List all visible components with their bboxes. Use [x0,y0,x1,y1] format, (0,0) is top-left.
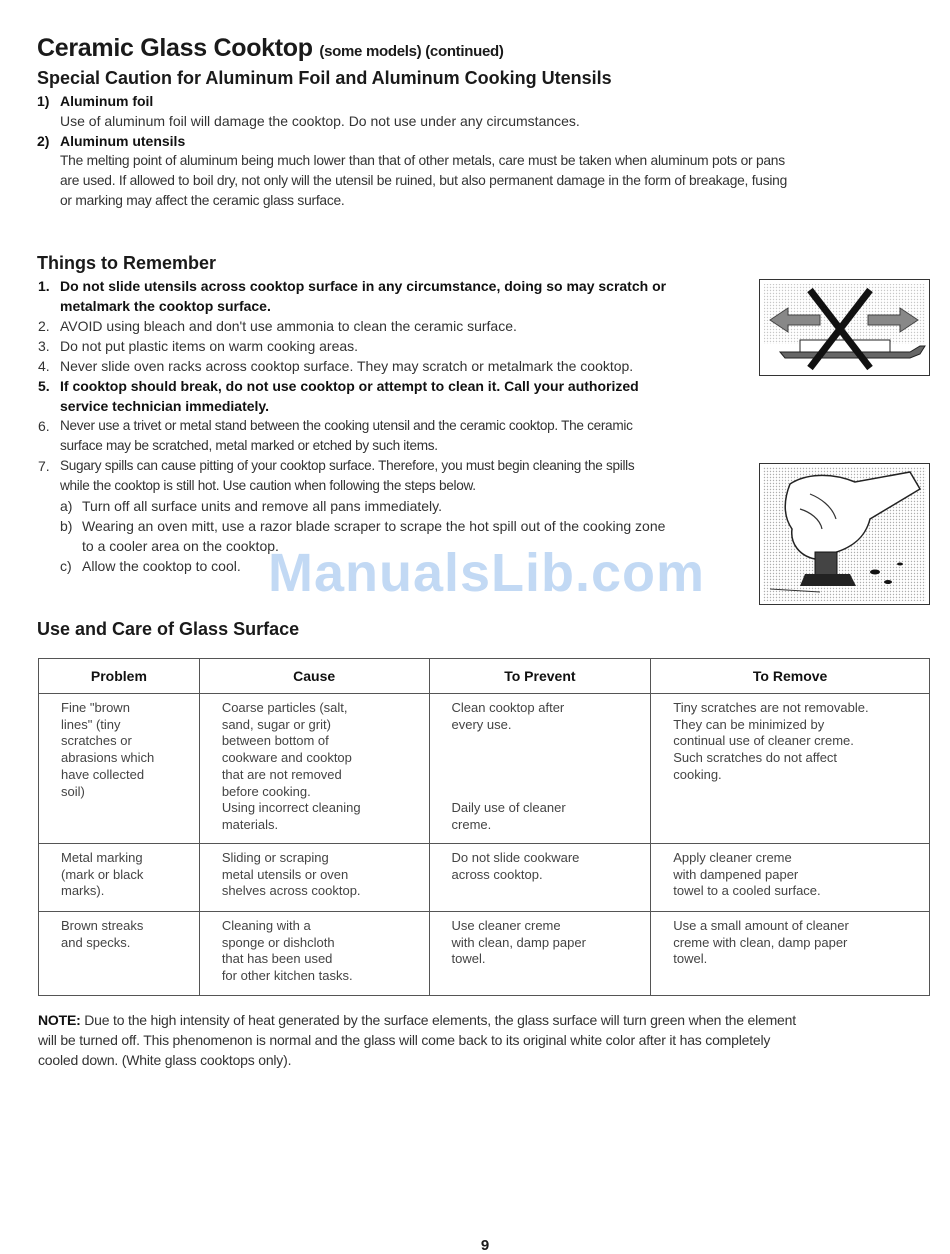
cell-line: Daily use of cleaner [451,800,566,816]
cell-line: (mark or black [61,866,144,882]
cell-line: Tiny scratches are not removable. [673,700,869,715]
no-sliding-icon [760,280,929,375]
item-text: service technician immediately. [60,398,270,414]
oven-mitt-scraper-illustration [759,463,930,605]
column-header: To Prevent [429,659,651,694]
cause-cell [199,844,429,912]
caution-item-2 [37,131,937,211]
problem-cell [39,694,200,844]
cause-cell [199,694,429,844]
page-number: 9 [480,1237,490,1254]
caution-item-text: are used. If allowed to boil dry, not only will the utensil be ruined, but also permanent damage in the form of breakage, fusing [60,173,788,188]
cell-line: metal utensils or oven [221,866,349,882]
cell-line: Fine "brown [61,700,130,715]
oven-mitt-icon [760,464,929,604]
cell-line: between bottom of [221,733,329,749]
note-paragraph [38,1010,933,1070]
page-title [37,34,504,63]
cell-line: Brown streaks [61,918,144,933]
caution-item-text: Use of aluminum foil will damage the cooktop. Do not use under any circumstances. [60,113,580,129]
column-header: Problem [39,659,200,694]
care-heading: Use and Care of Glass Surface [37,619,300,639]
caution-item-number: 1) [37,93,50,109]
cell-line: Coarse particles (salt, [221,700,348,715]
cell-line: soil) [61,783,85,799]
cell-line: Using incorrect cleaning [221,800,361,816]
no-sliding-pan-illustration [759,279,930,376]
cell-line: marks). [61,883,105,899]
cell-line: materials. [221,816,279,832]
column-header: Cause [199,659,429,694]
prevent-cell [429,844,651,912]
cell-line: and specks. [61,934,131,950]
table-row [39,844,930,912]
cell-line: Apply cleaner creme [673,850,792,865]
prevent-cell [429,694,651,844]
item-number: 3. [38,338,50,354]
caution-item-1 [37,91,937,131]
caution-item-text: or marking may affect the ceramic glass surface. [60,193,345,208]
item-number: 1. [38,278,50,294]
cell-line: that are not removed [221,766,342,782]
subitem-text: Turn off all surface units and remove all pans immediately. [82,498,443,514]
cell-line: creme. [451,816,492,832]
cell-line: Cleaning with a [221,918,311,933]
cell-line: Use cleaner creme [451,918,561,933]
cell-line: towel. [451,951,486,967]
subitem-text: Wearing an oven mitt, use a razor blade scraper to scrape the hot spill out of the cooking zone [82,518,666,534]
item-number: 6. [38,418,50,434]
table-row [39,912,930,996]
item-text: If cooktop should break, do not use cooktop or attempt to clean it. Call your authorized [60,378,639,394]
watermark: ManualsLib.com [268,543,706,603]
item-text: Sugary spills can cause pitting of your cooktop surface. Therefore, you must begin cleaning the spills [60,458,635,473]
item-text: Never slide oven racks across cooktop surface. They may scratch or metalmark the cooktop. [60,358,634,374]
caution-heading: Special Caution for Aluminum Foil and Aluminum Cooking Utensils [37,68,612,88]
item-number: 2. [38,318,50,334]
cell-line: with dampened paper [673,866,799,882]
table-header-row [39,659,930,694]
cause-cell [199,912,429,996]
cell-line: creme with clean, damp paper [673,934,848,950]
cell-line: lines" (tiny [61,716,121,732]
cell-line: Use a small amount of cleaner [673,918,849,933]
remove-cell [651,694,930,844]
cell-line: scratches or [61,733,132,749]
cell-line: Metal marking [61,850,143,865]
prevent-cell [429,912,651,996]
cell-line: towel to a cooled surface. [673,883,821,899]
title-subtitle: (some models) (continued) [319,43,504,60]
cell-line: have collected [61,766,145,782]
title-text: Ceramic Glass Cooktop [37,34,313,62]
caution-item-title: Aluminum foil [60,93,154,109]
item-text: metalmark the cooktop surface. [60,298,271,314]
cell-line: sponge or dishcloth [221,934,335,950]
cell-line: shelves across cooktop. [221,883,361,899]
item-number: 7. [38,458,50,474]
subitem-text: Allow the cooktop to cool. [82,558,241,574]
caution-item-number: 2) [37,133,50,149]
cell-line: cookware and cooktop [221,750,352,766]
note-text: cooled down. (White glass cooktops only). [38,1052,292,1068]
item-number: 4. [38,358,50,374]
caution-item-text: The melting point of aluminum being much lower than that of other metals, care must be taken when aluminum pots or pans [60,153,785,168]
note-label: NOTE: [38,1012,81,1028]
item-text: Do not slide utensils across cooktop surface in any circumstance, doing so may scratch or [60,278,667,294]
problem-cell [39,912,200,996]
subitem-letter: a) [60,498,73,514]
item-text: while the cooktop is still hot. Use caution when following the steps below. [60,478,476,493]
note-text: Due to the high intensity of heat generated by the surface elements, the glass surface will turn green when the element [84,1012,796,1028]
cell-line: that has been used [221,951,333,967]
cell-line: cooking. [673,766,722,782]
note-text: will be turned off. This phenomenon is normal and the glass will come back to its original white color after it has completely [38,1032,771,1048]
remove-cell [651,912,930,996]
cell-line: every use. [451,716,512,732]
care-table [38,658,930,996]
table-row [39,694,930,844]
subitem-text: to a cooler area on the cooktop. [82,538,279,554]
column-header: To Remove [651,659,930,694]
cell-line: before cooking. [221,783,311,799]
cell-line: for other kitchen tasks. [221,968,353,984]
item-text: AVOID using bleach and don't use ammonia to clean the ceramic surface. [60,318,517,334]
cell-line: abrasions which [61,750,155,766]
cell-line: sand, sugar or grit) [221,716,331,732]
cell-line: towel. [673,951,708,967]
cell-line: Sliding or scraping [221,850,329,865]
item-text: Never use a trivet or metal stand between the cooking utensil and the ceramic cooktop. The ceramic [60,418,633,433]
subitem-letter: c) [60,558,72,574]
cell-line: across cooktop. [451,866,543,882]
caution-item-title: Aluminum utensils [60,133,186,149]
cell-line: Such scratches do not affect [673,750,838,766]
item-text: surface may be scratched, metal marked or etched by such items. [60,438,438,453]
item-number: 5. [38,378,50,394]
cell-line: continual use of cleaner creme. [673,733,854,749]
cell-line: Clean cooktop after [451,700,565,715]
remember-heading: Things to Remember [37,253,217,273]
cell-line: with clean, damp paper [451,934,586,950]
problem-cell [39,844,200,912]
remove-cell [651,844,930,912]
cell-line: Do not slide cookware [451,850,580,865]
cell-line: They can be minimized by [673,716,825,732]
item-text: Do not put plastic items on warm cooking areas. [60,338,359,354]
subitem-letter: b) [60,518,73,534]
